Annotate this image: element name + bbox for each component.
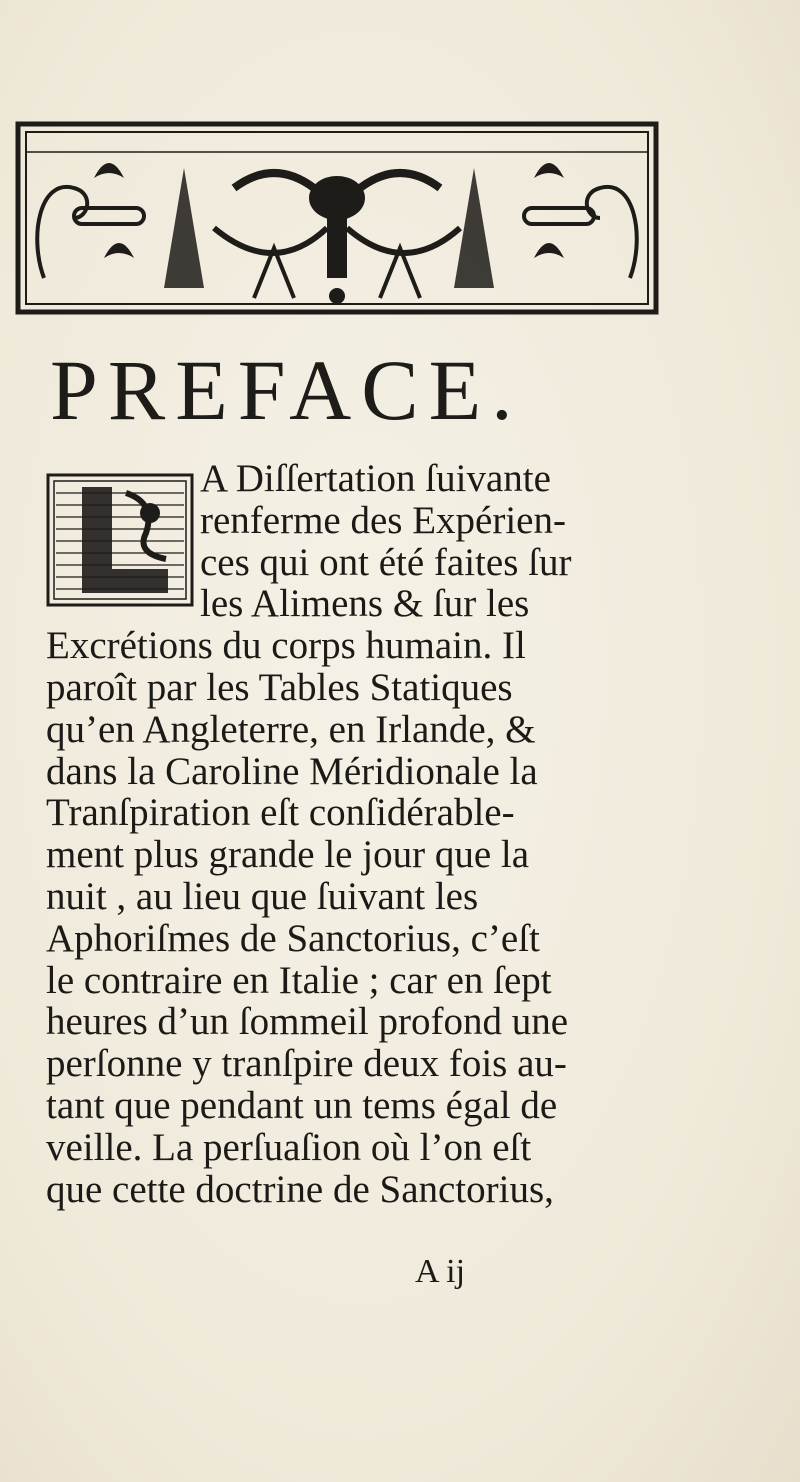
text-line: Tranſpiration eſt conſidérable-: [46, 791, 515, 835]
body-text: [46, 458, 626, 1210]
signature-mark: A ij: [415, 1253, 466, 1290]
text-line: Excrétions du corps humain. Il: [46, 624, 526, 668]
text-line: perſonne y tranſpire deux fois au-: [46, 1042, 567, 1086]
text-line: Aphoriſmes de Sanctorius, c’eſt: [46, 916, 540, 960]
text-line: nuit , au lieu que ſuivant les: [46, 874, 479, 918]
text-line: renferme des Expérien-: [200, 498, 566, 542]
text-line: paroît par les Tables Statiques: [46, 665, 513, 709]
text-line: A Diſſertation ſuivante: [200, 457, 551, 500]
text-line: tant que pendant un tems égal de: [46, 1083, 558, 1127]
text-line: ces qui ont été faites ſur: [200, 540, 572, 584]
text-line: ment plus grande le jour que la: [46, 833, 530, 877]
text-line: veille. La perſuaſion où l’on eſt: [46, 1125, 532, 1169]
text-line: le contraire en Italie ; car en ſept: [46, 958, 552, 1002]
text-line: dans la Caroline Méridionale la: [46, 749, 538, 793]
text-line: qu’en Angleterre, en Irlande, &: [46, 707, 536, 751]
text-line: que cette doctrine de Sanctorius,: [46, 1167, 554, 1211]
text-line: les Alimens & ſur les: [200, 582, 530, 626]
ornamental-headpiece-icon: [14, 118, 660, 318]
page-title: PREFACE.: [50, 342, 523, 438]
text-line: heures d’un ſommeil profond une: [46, 1000, 569, 1044]
